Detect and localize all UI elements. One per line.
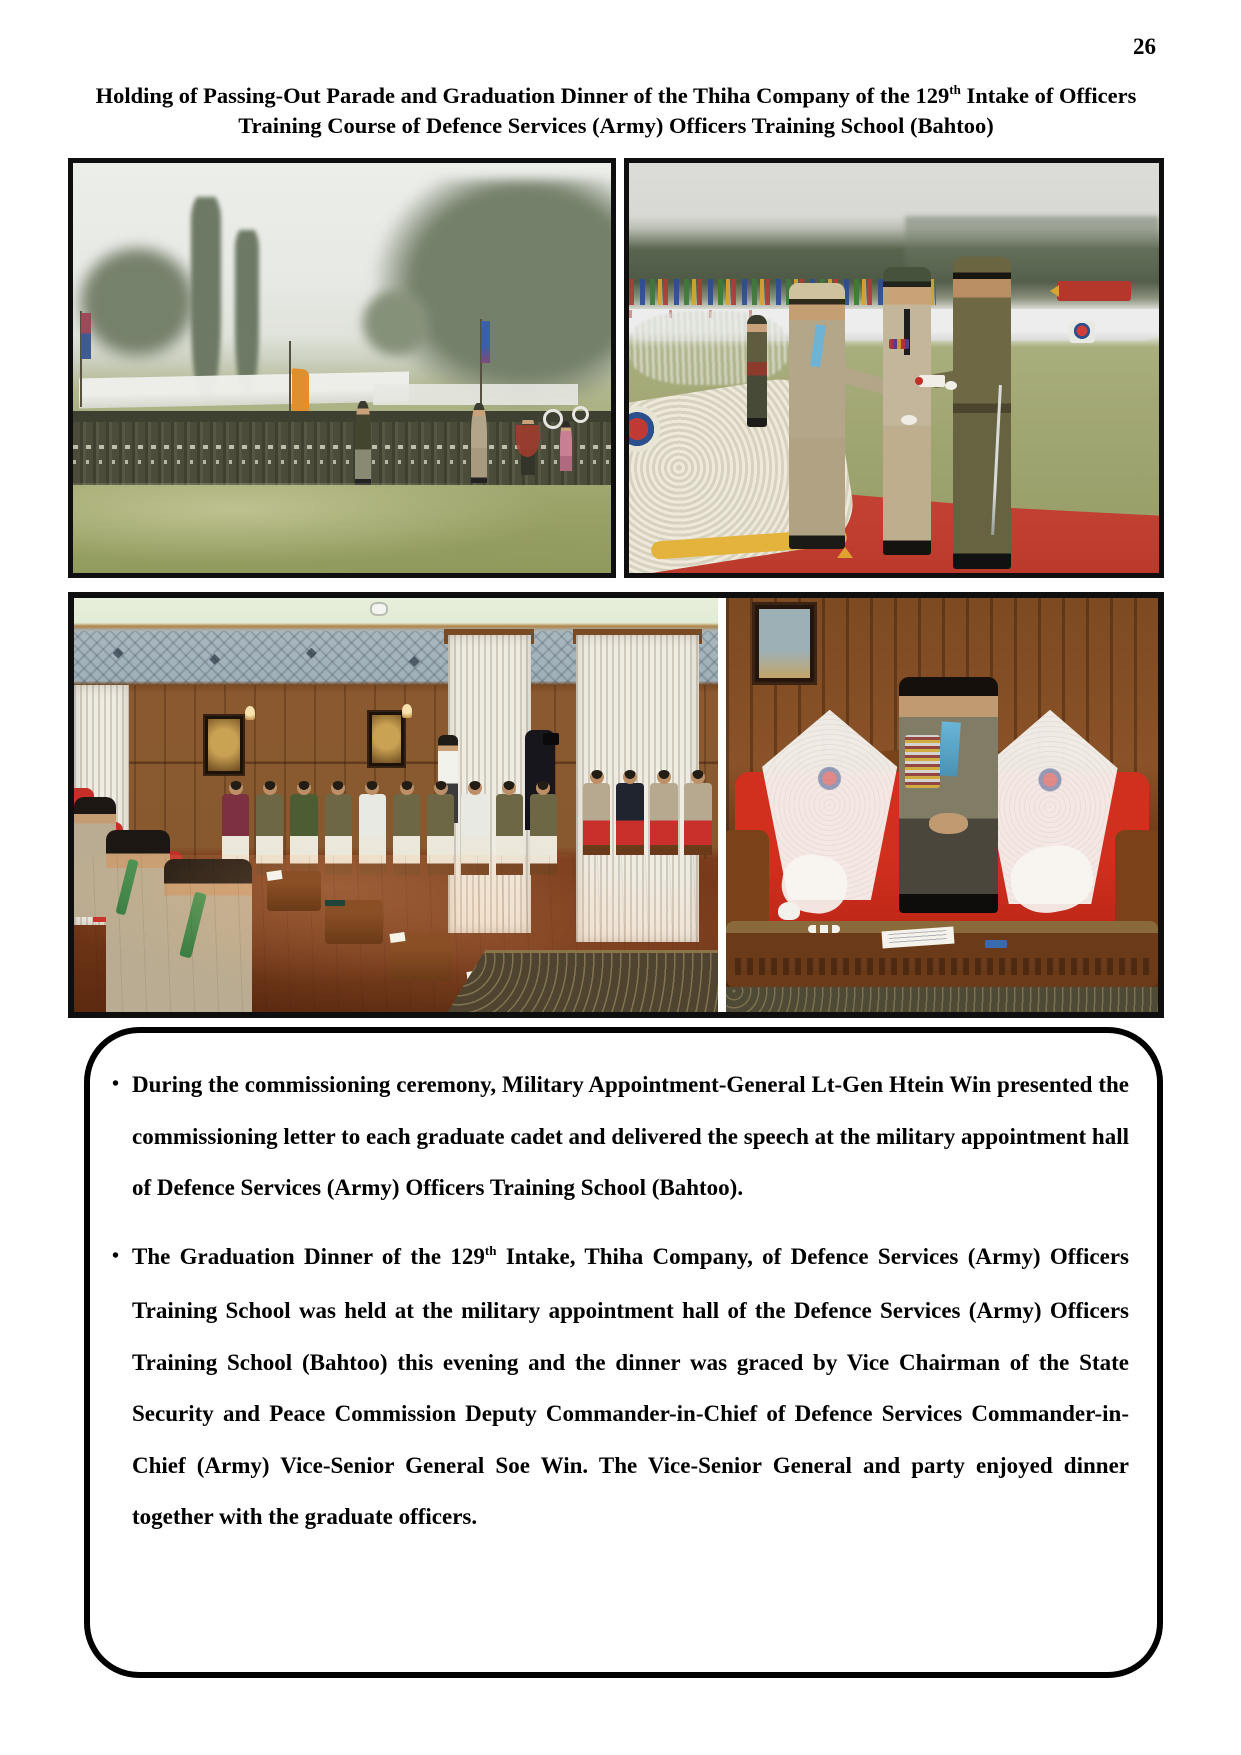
white-glove [945, 381, 957, 390]
wall-clock [370, 602, 388, 616]
white-gloves [901, 415, 917, 425]
floor-carpet [726, 987, 1158, 1012]
photo-presentation [624, 158, 1164, 578]
graduate-cadet [953, 257, 1011, 569]
sofa-armrest [726, 830, 769, 929]
bullet-marker: • [112, 1244, 120, 1267]
khaki-officer [471, 403, 487, 483]
meeting-room-scene [74, 598, 718, 1012]
table-carving [735, 958, 1150, 975]
framed-picture [367, 710, 406, 768]
parade-scene [73, 163, 611, 573]
photo-general-sofa [726, 598, 1158, 1012]
page-title [68, 82, 1164, 139]
red-blue-flag [81, 313, 91, 359]
bullet-text-after: Intake, Thiha Company, of Defence Services (Army) Officers Training School was held at the military appointment hall of the Defence Services (Army) Officers Training School (Bahtoo) this evening and the dinner was graced by Vice Chairman of the State Security and Peace Commission Deputy Commander-in-Chief of Defence Services Commander-in-Chief (Army) Vice-Senior General Soe Win. The Vice-Senior General and party enjoyed dinner together with the graduate officers. [132, 1243, 1129, 1529]
name-card [267, 870, 283, 881]
picture-art [372, 715, 401, 763]
title-text-after: Intake of Officers Training Course of Defence Services (Army) Officers Training School (Bahtoo) [238, 83, 1137, 138]
sofa-scene [726, 598, 1158, 1012]
spectator-figure [560, 421, 572, 471]
patterned-carpet [448, 950, 718, 1012]
picture-art [759, 609, 810, 678]
red-signboard [1057, 281, 1131, 301]
blue-booklet [985, 940, 1007, 948]
sofa-armrest [1115, 830, 1158, 929]
conifer-tree [235, 225, 259, 393]
blue-flag [481, 321, 490, 363]
bullet-marker: • [112, 1073, 120, 1095]
bullet-item [112, 1231, 1157, 1543]
title-superscript: th [949, 82, 961, 97]
tree-grove-middle [342, 270, 450, 377]
presentation-scene [629, 163, 1159, 573]
bullet-text-before: The Graduation Dinner of the 129 [132, 1243, 485, 1269]
framed-picture [203, 714, 245, 776]
conifer-tree [191, 191, 221, 396]
photo-meeting-strip [68, 592, 1164, 1018]
bullet-text [132, 1059, 1129, 1217]
medal-cluster [905, 735, 940, 789]
wall-emblem [1069, 321, 1095, 343]
summary-callout-box [84, 1027, 1163, 1678]
seated-senior-officer [583, 783, 611, 854]
medal-ribbons [889, 339, 909, 349]
side-table [325, 900, 383, 944]
side-table [390, 933, 452, 981]
white-roof-building-right [373, 384, 578, 405]
bullet-superscript: th [484, 1242, 497, 1258]
inspecting-officer [355, 401, 371, 485]
photo-meeting-room [74, 598, 718, 1012]
blue-neck-ribbon [938, 722, 961, 777]
green-folder [325, 900, 345, 906]
bullet-text-before: During the commissioning ceremony, Military Appointment-General Lt-Gen Htein Win presented the commissioning letter to each graduate cadet and delivered the speech at the military appointment hall of Defence Services (Army) Officers Training School (Bahtoo). [132, 1072, 1130, 1200]
seated-navy-officer [616, 783, 644, 854]
bullet-text [132, 1231, 1129, 1543]
page-number: 26 [1133, 34, 1156, 59]
red-band-sash [516, 425, 539, 457]
wall-lamp [245, 706, 255, 720]
clasped-hands [929, 813, 968, 834]
bullet-item [112, 1059, 1157, 1217]
teacups [808, 925, 840, 933]
grass-field [73, 483, 611, 573]
honor-guard [747, 315, 767, 427]
seated-officer-row [583, 772, 712, 855]
sousaphone-icon [543, 409, 563, 429]
framed-picture [752, 602, 817, 685]
teapot [778, 902, 800, 920]
video-camera-icon [543, 733, 559, 745]
side-table [267, 871, 321, 911]
red-ribbon [915, 377, 923, 385]
title-text-before: Holding of Passing-Out Parade and Graduation Dinner of the Thiha Company of the 129 [95, 83, 950, 108]
photo-parade [68, 158, 616, 578]
vice-senior-general [899, 677, 998, 913]
name-card [389, 932, 405, 943]
photo-divider [718, 598, 726, 1012]
gold-arrow-icon [1050, 285, 1059, 297]
seated-senior-officer [684, 783, 712, 854]
picture-art [208, 719, 240, 771]
presenting-general [789, 283, 845, 549]
sousaphone-icon [572, 406, 589, 423]
seated-senior-officer [650, 783, 678, 854]
